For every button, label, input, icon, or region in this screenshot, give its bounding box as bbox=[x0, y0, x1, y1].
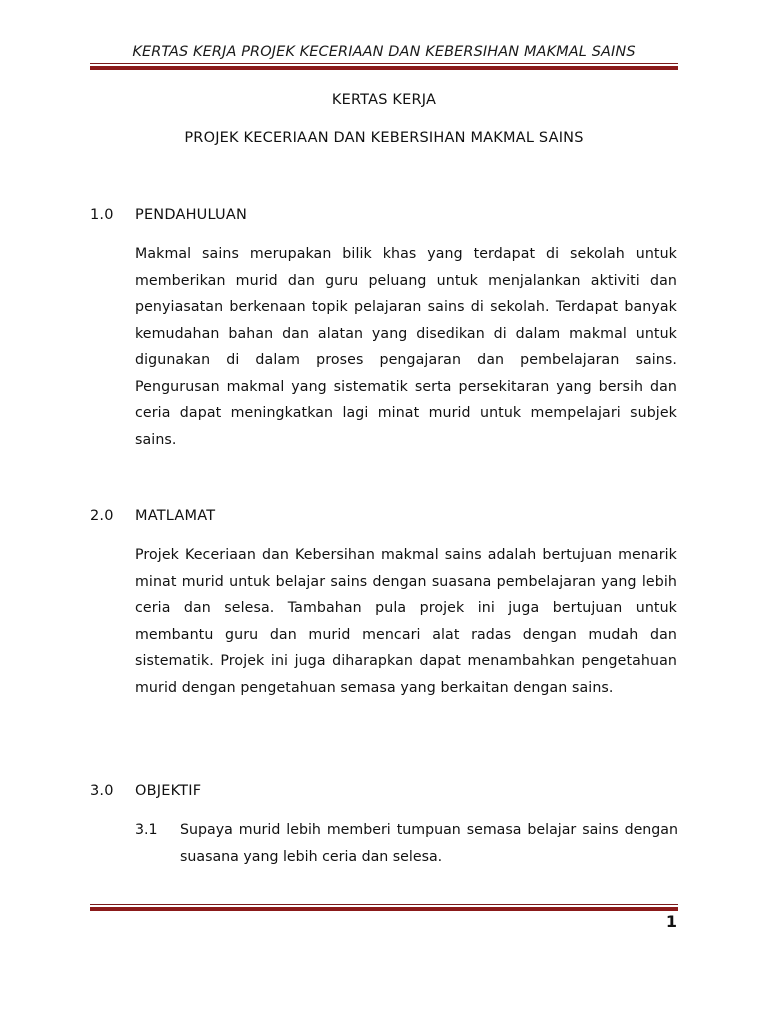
section-number: 2.0 bbox=[90, 508, 114, 524]
document-title: KERTAS KERJA bbox=[331, 92, 437, 108]
section-title: MATLAMAT bbox=[135, 508, 216, 524]
page-number: 1 bbox=[665, 912, 677, 931]
section-number: 1.0 bbox=[90, 207, 114, 223]
section-body-pendahuluan: Makmal sains merupakan bilik khas yang terdapat di sekolah untuk memberikan murid dan guru peluang untuk menjalankan aktiviti dan penyiasatan berkenaan topik pelajaran sains di sekolah. Terdapat banyak kemudahan bahan dan alatan yang disedikan di dalam makmal untuk digunakan di dalam proses pengajaran dan pembelajaran sains. Pengurusan makmal yang sistematik serta persekitaran yang bersih dan ceria dapat meningkatkan lagi minat murid untuk mempelajari subjek sains. bbox=[135, 246, 677, 448]
section-title: OBJEKTIF bbox=[135, 783, 202, 799]
section-body-matlamat: Projek Keceriaan dan Kebersihan makmal sains adalah bertujuan menarik minat murid untuk belajar sains dengan suasana pembelajaran yang lebih ceria dan selesa. Tambahan pula projek ini juga bertujuan untuk membantu guru dan murid mencari alat radas dengan mudah dan sistematik. Projek ini juga diharapkan dapat menambahkan pengetahuan murid dengan pengetahuan semasa yang berkaitan dengan sains. bbox=[135, 547, 677, 696]
section-heading-pendahuluan bbox=[90, 207, 247, 223]
objective-text: Supaya murid lebih memberi tumpuan semasa belajar sains dengan suasana yang lebih ceria dan selesa. bbox=[180, 822, 678, 865]
objective-number: 3.1 bbox=[135, 822, 158, 838]
header-rule bbox=[90, 63, 678, 70]
section-number: 3.0 bbox=[90, 783, 114, 799]
running-header: KERTAS KERJA PROJEK KECERIAAN DAN KEBERSIHAN MAKMAL SAINS bbox=[132, 44, 636, 60]
objective-item bbox=[135, 817, 678, 871]
footer-rule bbox=[90, 904, 678, 911]
section-title: PENDAHULUAN bbox=[135, 207, 248, 223]
document-subtitle: PROJEK KECERIAAN DAN KEBERSIHAN MAKMAL SAINS bbox=[184, 130, 584, 146]
section-heading-objektif bbox=[90, 783, 201, 799]
section-heading-matlamat bbox=[90, 508, 215, 524]
